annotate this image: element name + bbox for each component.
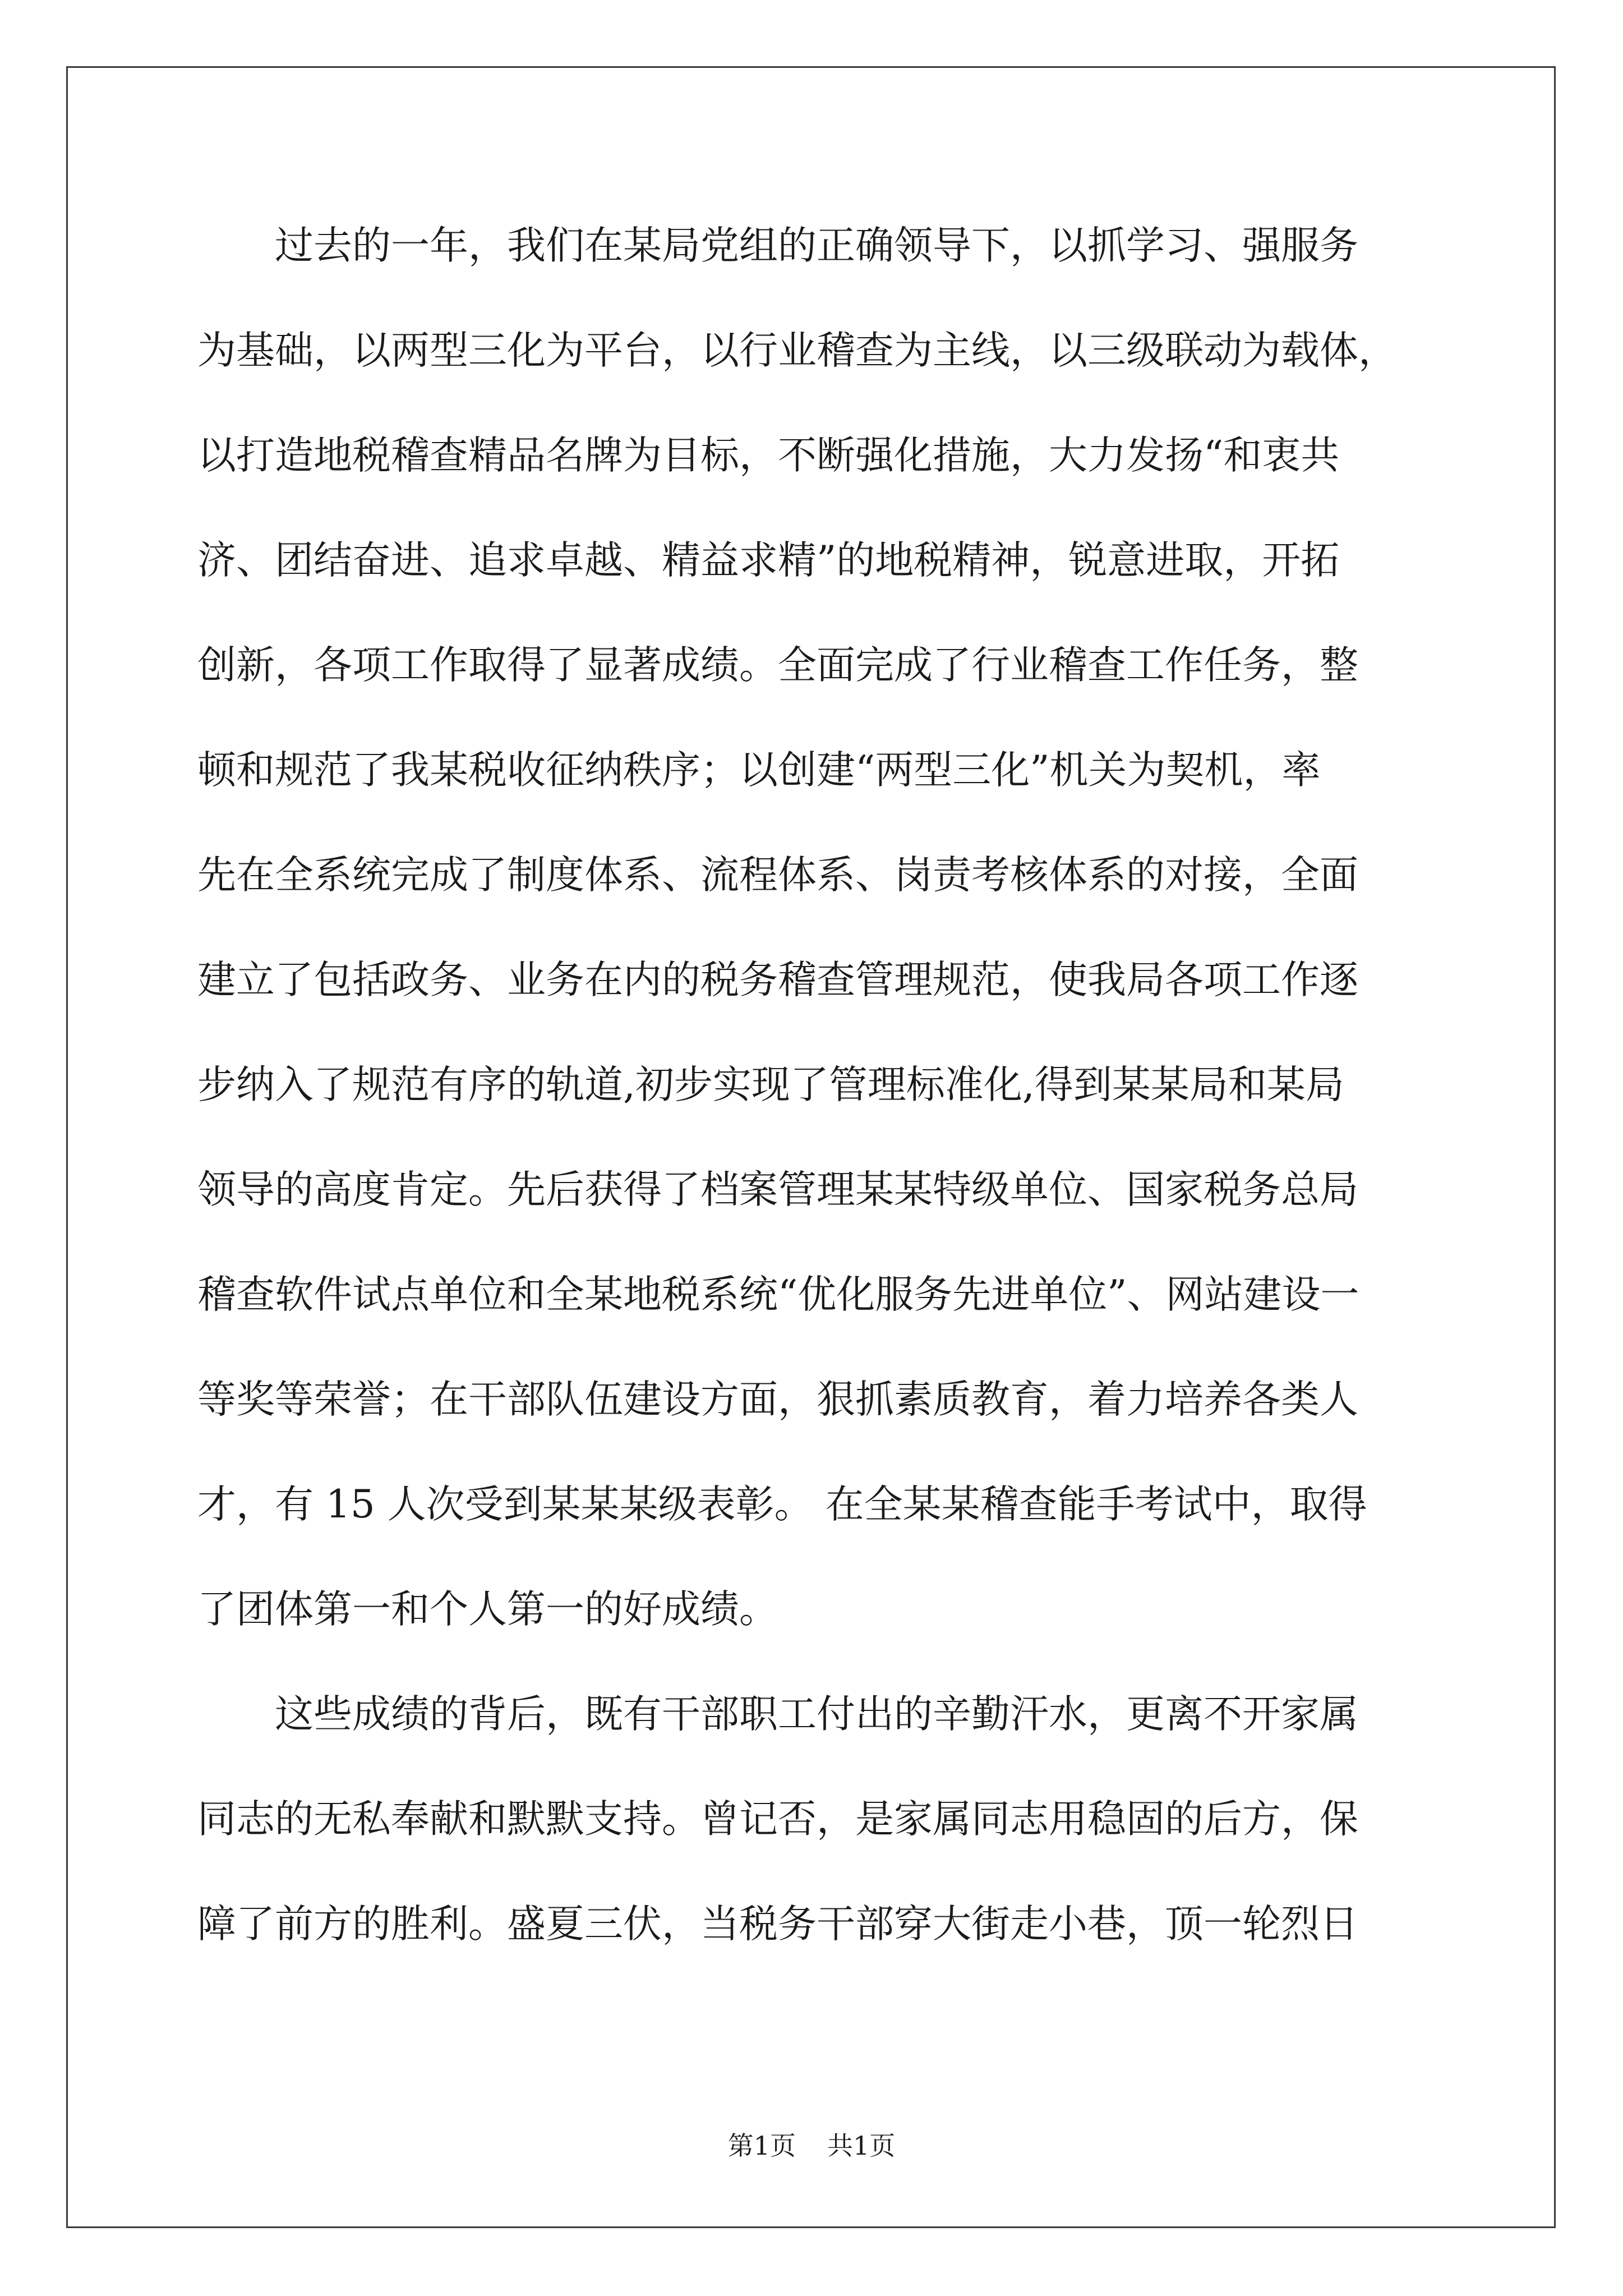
paragraph-line: 过去的一年，我们在某局党组的正确领导下，以抓学习、强服务 (197, 223, 1358, 268)
paragraph-line: 才，有 15 人次受到某某某级表彰。 在全某某稽查能手考试中，取得 (197, 1482, 1367, 1527)
paragraph-line: 创新，各项工作取得了显著成绩。全面完成了行业稽查工作任务，整 (197, 643, 1358, 688)
paragraph-line: 先在全系统完成了制度体系、流程体系、岗责考核体系的对接，全面 (197, 853, 1358, 898)
paragraph-line: 障了前方的胜利。盛夏三伏，当税务干部穿大街走小巷，顶一轮烈日 (197, 1902, 1358, 1947)
paragraph-line: 领导的高度肯定。先后获得了档案管理某某特级单位、国家税务总局 (197, 1167, 1358, 1212)
paragraph-line: 以打造地税稽查精品名牌为目标，不断强化措施，大力发扬“和衷共 (197, 433, 1340, 478)
paragraph-line: 顿和规范了我某税收征纳秩序；以创建“两型三化”机关为契机，率 (197, 748, 1321, 793)
paragraph-line: 等奖等荣誉；在干部队伍建设方面，狠抓素质教育，着力培养各类人 (197, 1377, 1358, 1422)
page-count: 共1页 (827, 2131, 896, 2161)
paragraph-line: 为基础，以两型三化为平台，以行业稽查为主线，以三级联动为载体， (197, 328, 1397, 373)
paragraph-line: 同志的无私奉献和默默支持。曾记否，是家属同志用稳固的后方，保 (197, 1797, 1358, 1842)
paragraph-line: 济、团结奋进、追求卓越、精益求精”的地税精神，锐意进取，开拓 (197, 538, 1340, 583)
paragraph-line: 步纳入了规范有序的轨道,初步实现了管理标准化,得到某某局和某局 (197, 1062, 1344, 1107)
page-number: 第1页 (727, 2131, 796, 2161)
page-footer (0, 2129, 1623, 2162)
paragraph-line: 建立了包括政务、业务在内的税务稽查管理规范，使我局各项工作逐 (197, 958, 1358, 1002)
paragraph-line: 这些成绩的背后，既有干部职工付出的辛勤汗水，更离不开家属 (197, 1692, 1358, 1737)
paragraph-line: 稽查软件试点单位和全某地税系统“优化服务先进单位”、网站建设一 (197, 1272, 1359, 1317)
paragraph-line: 了团体第一和个人第一的好成绩。 (197, 1587, 778, 1632)
